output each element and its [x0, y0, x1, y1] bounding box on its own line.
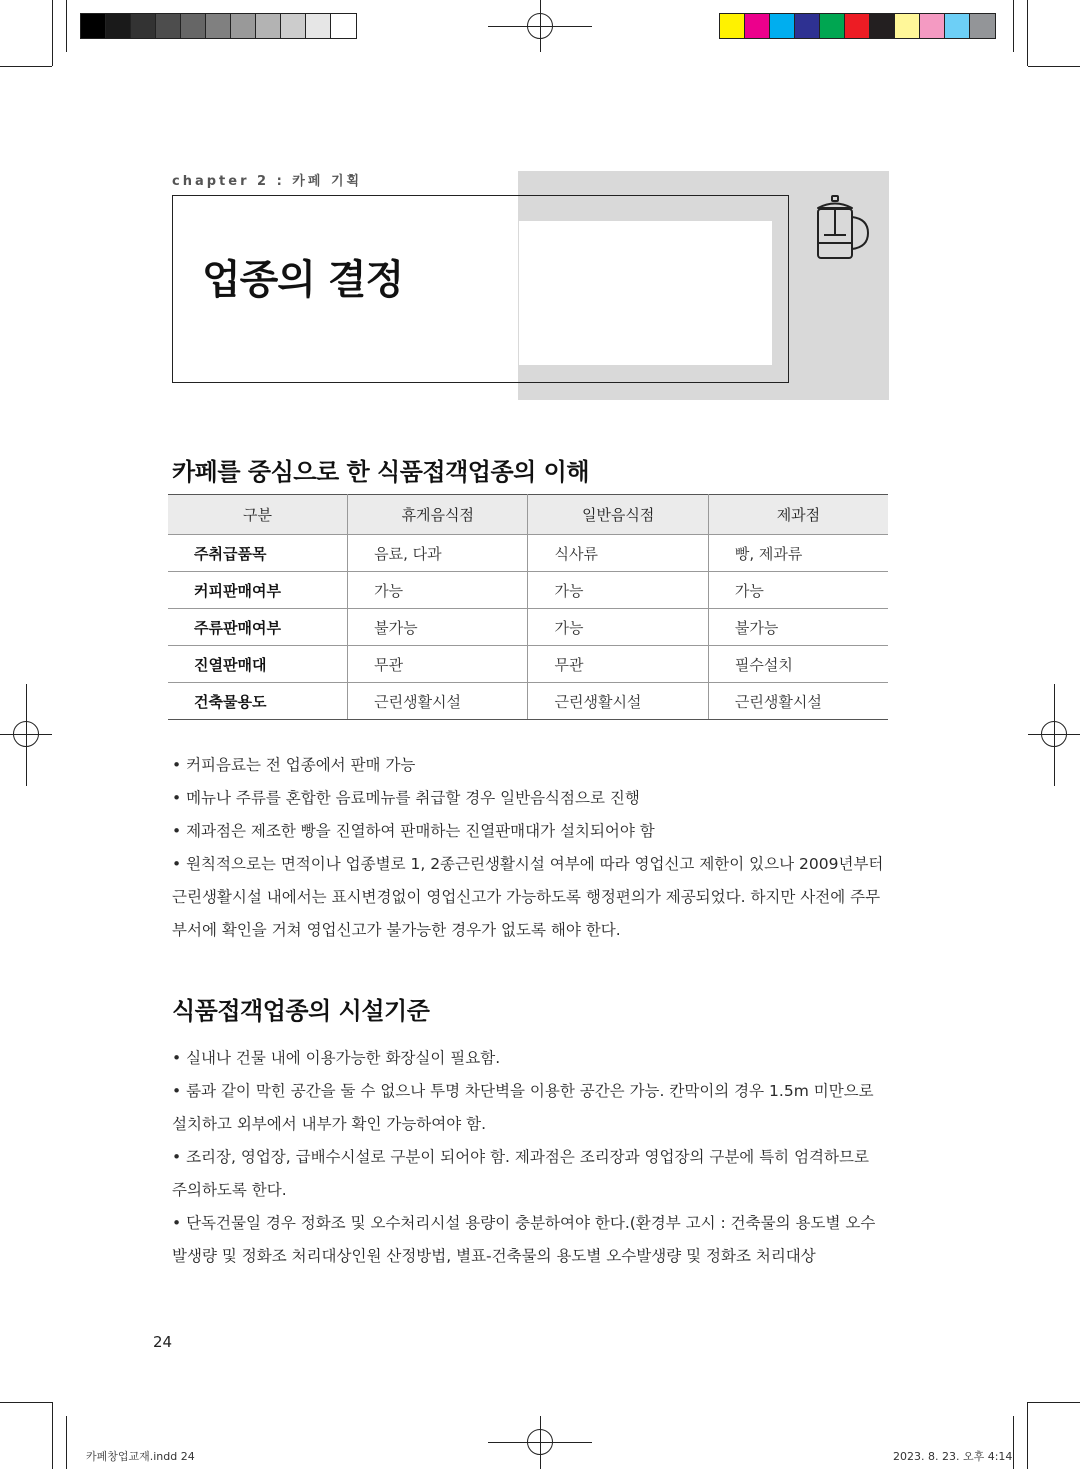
table-cell: 무관	[528, 646, 708, 683]
page-number: 24	[153, 1333, 173, 1351]
row-header: 주취급품목	[168, 535, 348, 572]
grayscale-bar	[80, 13, 357, 39]
crop-mark	[1013, 0, 1014, 52]
chapter-label: chapter 2 : 카페 기획	[172, 174, 363, 189]
column-header: 제과점	[708, 495, 888, 535]
table-cell: 가능	[708, 572, 888, 609]
table-cell: 빵, 제과류	[708, 535, 888, 572]
color-swatch	[845, 14, 870, 38]
gray-swatch	[281, 14, 306, 38]
column-header: 일반음식점	[528, 495, 708, 535]
slug-filename: 카페창업교재.indd 24	[86, 1450, 195, 1463]
table-cell: 음료, 다과	[348, 535, 528, 572]
color-swatch	[720, 14, 745, 38]
table-cell: 불가능	[708, 609, 888, 646]
bullet-item: • 조리장, 영업장, 급배수시설로 구분이 되어야 함. 제과점은 조리장과 영업장의 구분에 특히 엄격하므로 주의하도록 한다.	[172, 1148, 869, 1199]
crop-mark	[66, 1416, 67, 1469]
gray-swatch	[156, 14, 181, 38]
table-cell: 필수설치	[708, 646, 888, 683]
crop-mark	[1027, 1402, 1028, 1469]
french-press-icon	[808, 195, 872, 261]
table-cell: 근린생활시설	[708, 683, 888, 720]
column-header: 휴게음식점	[348, 495, 528, 535]
column-header: 구분	[168, 495, 348, 535]
registration-circle	[527, 1429, 553, 1455]
table-row	[168, 535, 888, 572]
crop-mark	[1013, 1416, 1014, 1469]
registration-circle	[13, 721, 39, 747]
gray-swatch	[181, 14, 206, 38]
color-swatch	[870, 14, 895, 38]
section-title: 카페를 중심으로 한 식품접객업종의 이해	[172, 458, 590, 486]
bullet-item: • 실내나 건물 내에 이용가능한 화장실이 필요함.	[172, 1049, 501, 1067]
registration-circle	[527, 13, 553, 39]
crop-mark	[1028, 66, 1080, 67]
gray-swatch	[306, 14, 331, 38]
gray-swatch	[106, 14, 131, 38]
bullet-list	[172, 749, 888, 947]
color-swatch	[795, 14, 820, 38]
table-cell: 불가능	[348, 609, 528, 646]
color-swatch	[920, 14, 945, 38]
row-header: 진열판매대	[168, 646, 348, 683]
crop-mark	[0, 66, 52, 67]
section-title: 식품접객업종의 시설기준	[172, 997, 430, 1025]
bullet-item: • 메뉴나 주류를 혼합한 음료메뉴를 취급할 경우 일반음식점으로 진행	[172, 789, 640, 807]
table-cell: 무관	[348, 646, 528, 683]
row-header: 커피판매여부	[168, 572, 348, 609]
crop-mark	[66, 0, 67, 52]
color-bar	[719, 13, 996, 39]
table-row	[168, 683, 888, 720]
table-cell: 가능	[348, 572, 528, 609]
table-cell: 식사류	[528, 535, 708, 572]
table-cell: 가능	[528, 609, 708, 646]
registration-circle	[1041, 721, 1067, 747]
table-row	[168, 572, 888, 609]
slug-timestamp: 2023. 8. 23. 오후 4:14	[893, 1450, 1013, 1463]
color-swatch	[970, 14, 995, 38]
gray-swatch	[231, 14, 256, 38]
gray-swatch	[206, 14, 231, 38]
table-row	[168, 646, 888, 683]
bullet-item: • 룸과 같이 막힌 공간을 둘 수 없으나 투명 차단벽을 이용한 공간은 가능. 칸막이의 경우 1.5m 미만으로 설치하고 외부에서 내부가 확인 가능하여야 함.	[172, 1082, 874, 1133]
bullet-item: • 제과점은 제조한 빵을 진열하여 판매하는 진열판매대가 설치되어야 함	[172, 822, 655, 840]
crop-mark	[1027, 0, 1028, 66]
crop-mark	[52, 1402, 53, 1469]
table-cell: 가능	[528, 572, 708, 609]
bullet-item: • 단독건물일 경우 정화조 및 오수처리시설 용량이 충분하여야 한다.(환경부 고시 : 건축물의 용도별 오수발생량 및 정화조 처리대상인원 산정방법, 별표-건축물의 용도별 오수발생량 및 정화조 처리대상	[172, 1214, 876, 1265]
bullet-item: • 원칙적으로는 면적이나 업종별로 1, 2종근린생활시설 여부에 따라 영업신고 제한이 있으나 2009년부터 근린생활시설 내에서는 표시변경없이 영업신고가 가능하도록 행정편의가 제공되었다. 하지만 사전에 주무부서에 확인을 거쳐 영업신고가 불가능한 경우가 없도록 해야 한다.	[172, 855, 884, 939]
row-header: 주류판매여부	[168, 609, 348, 646]
table-cell: 근린생활시설	[528, 683, 708, 720]
table-cell: 근린생활시설	[348, 683, 528, 720]
color-swatch	[770, 14, 795, 38]
business-type-table	[168, 494, 888, 720]
color-swatch	[820, 14, 845, 38]
gray-swatch	[331, 14, 356, 38]
color-swatch	[745, 14, 770, 38]
color-swatch	[895, 14, 920, 38]
gray-swatch	[256, 14, 281, 38]
page-title: 업종의 결정	[202, 257, 404, 303]
crop-mark	[52, 0, 53, 66]
gray-swatch	[131, 14, 156, 38]
gray-swatch	[81, 14, 106, 38]
crop-mark	[1028, 1402, 1080, 1403]
bullet-list	[172, 1042, 888, 1273]
color-swatch	[945, 14, 970, 38]
bullet-item: • 커피음료는 전 업종에서 판매 가능	[172, 756, 416, 774]
crop-mark	[0, 1402, 52, 1403]
table-header-row	[168, 495, 888, 535]
table-row	[168, 609, 888, 646]
row-header: 건축물용도	[168, 683, 348, 720]
